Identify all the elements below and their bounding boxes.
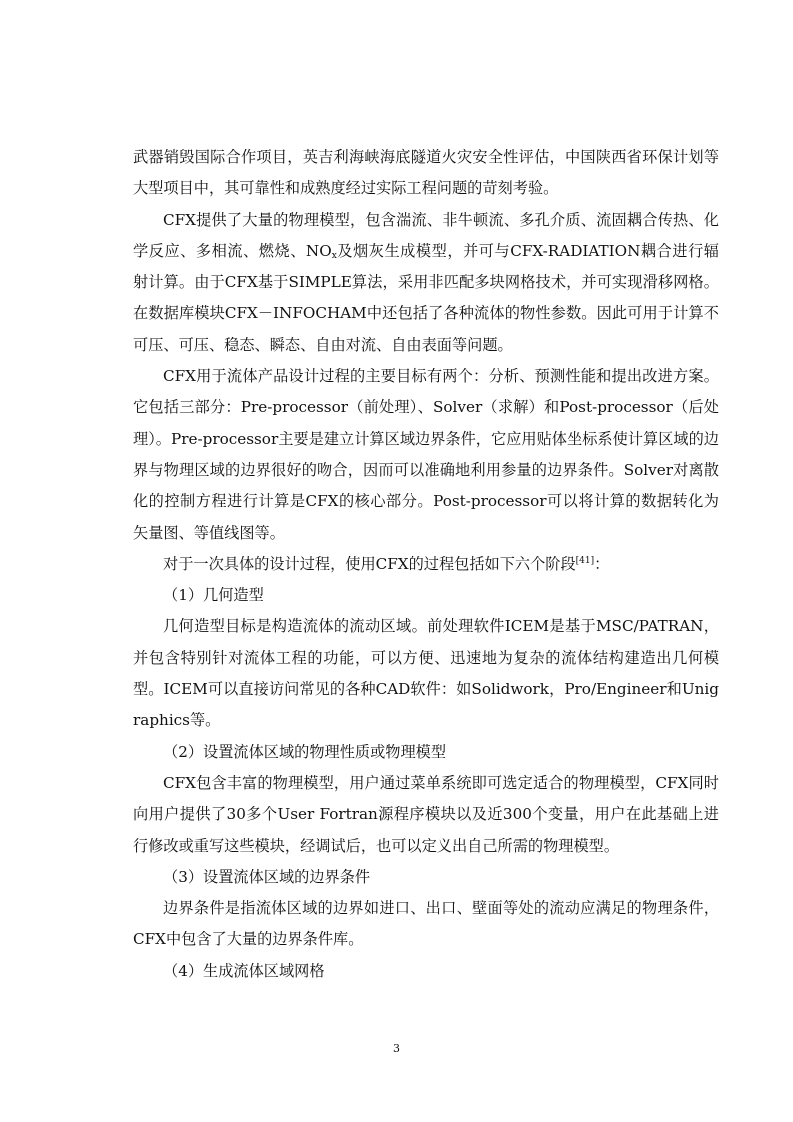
heading-physics: （2）设置流体区域的物理性质或物理模型 — [163, 742, 447, 761]
heading-geometry: （1）几何造型 — [163, 586, 264, 605]
page-number: 3 — [393, 1042, 400, 1055]
heading-boundary: （3）设置流体区域的边界条件 — [163, 867, 371, 886]
paragraph-geometry: 几何造型目标是构造流体的流动区域。前处理软件ICEM是基于MSC/PATRAN，并包含特别针对流体工程的功能，可以方便、迅速地为复杂的流体结构建造出几何模型。ICEM可以直接访问常见的各种CAD软件：如Solidwork，Pro/Engineer和Unigraphics等。 — [133, 617, 719, 730]
paragraph-design-stages: 对于一次具体的设计过程，使用CFX的过程包括如下六个阶段[41]： — [163, 554, 610, 573]
paragraph-cfx-goals: CFX用于流体产品设计过程的主要目标有两个：分析、预测性能和提出改进方案。它包括三部分：Pre-processor（前处理）、Solver（求解）和Post-processor（后处理）。Pre-processor主要是建立计算区域边界条件，它应用贴体坐标系使计算区域的边界与物理区域的边界很好的吻合，因而可以准确地利用参量的边界条件。Solver对离散化的控制方程进行计算是CFX的核心部分。Post-processor可以将计算的数据转化为矢量图、等值线图等。 — [133, 367, 719, 542]
citation-ref: [41] — [575, 555, 595, 566]
paragraph-continuation: 武器销毁国际合作项目，英吉利海峡海底隧道火灾安全性评估，中国陕西省环保计划等大型项目中，其可靠性和成熟度经过实际工程问题的苛刻考验。 — [133, 148, 719, 198]
heading-mesh: （4）生成流体区域网格 — [163, 961, 325, 980]
paragraph-cfx-models: CFX提供了大量的物理模型，包含湍流、非牛顿流、多孔介质、流固耦合传热、化学反应、多相流、燃烧、$NO_x$及烟灰生成模型，并可与CFX-RADIATION耦合进行辐射计算。由于CFX基于SIMPLE算法，采用非匹配多块网格技术，并可实现滑移网格。在数据库模块CFX－INFOCHAM中还包括了各种流体的物性参数。因此可用于计算不可压、可压、稳态、瞬态、自由对流、自由表面等问题。 — [133, 210, 719, 354]
body-text — [133, 142, 719, 987]
subscript-x: x — [331, 250, 337, 261]
paragraph-physics: CFX包含丰富的物理模型，用户通过菜单系统即可选定适合的物理模型，CFX同时向用户提供了30多个User Fortran源程序模块以及近300个变量，用户在此基础上进行修改或重写这些模块，经调试后，也可以定义出自己所需的物理模型。 — [133, 773, 719, 855]
paragraph-boundary: 边界条件是指流体区域的边界如进口、出口、壁面等处的流动应满足的物理条件，CFX中包含了大量的边界条件库。 — [133, 899, 719, 949]
